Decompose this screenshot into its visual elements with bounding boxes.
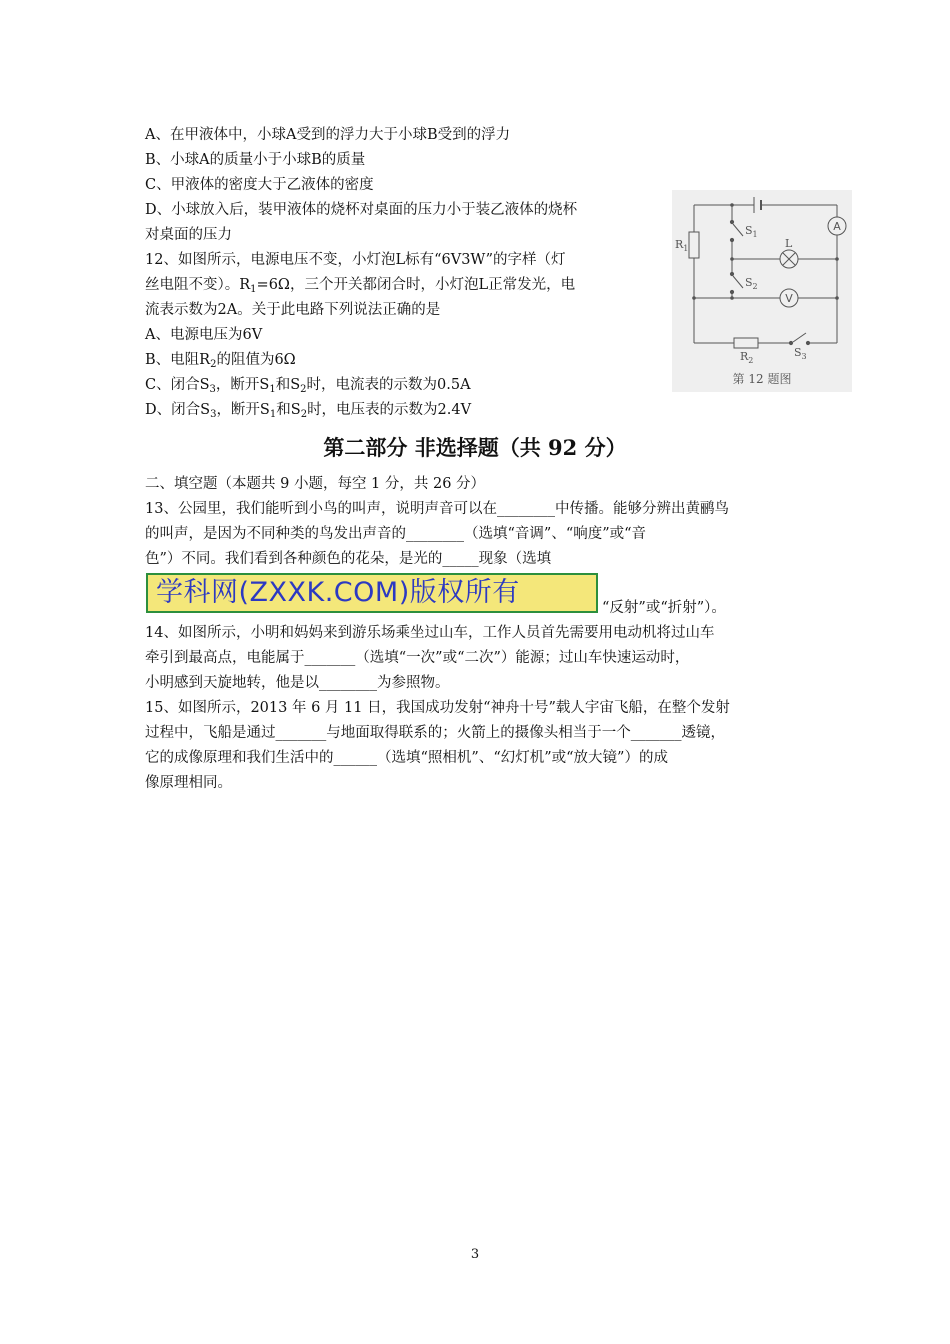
q13-line2: 的叫声，是因为不同种类的鸟发出声音的________（选填“音调”、“响度”或“音	[145, 526, 647, 542]
s3-switch	[793, 333, 806, 342]
lamp-icon	[780, 250, 798, 268]
r2-label: $R_2$	[740, 350, 754, 365]
r1-label: $R_1$	[675, 238, 689, 253]
q11-option-b: B、小球A的质量小于小球B的质量	[145, 152, 366, 168]
q11-option-a: A、在甲液体中，小球A受到的浮力大于小球B受到的浮力	[145, 127, 511, 143]
q12-option-a: A、电源电压为6V	[145, 327, 263, 343]
circuit-figure	[672, 190, 852, 392]
watermark-banner: 学科网(ZXXK.COM)版权所有	[146, 573, 598, 613]
voltmeter-icon	[780, 289, 798, 307]
q11-option-d-line1: D、小球放入后，装甲液体的烧杯对桌面的压力小于装乙液体的烧杯	[145, 202, 578, 218]
q15-line3: 它的成像原理和我们生活中的______（选填“照相机”、“幻灯机”或“放大镜”）的成	[145, 750, 668, 766]
page-number: 3	[470, 1247, 480, 1262]
q14-line1: 14、如图所示，小明和妈妈来到游乐场乘坐过山车，工作人员首先需要用电动机将过山车	[145, 625, 715, 641]
q12-option-d: D、闭合$S_3$，断开$S_1$和$S_2$时，电压表的示数为2.4V	[145, 402, 472, 420]
s1-label: $S_1$	[745, 224, 758, 239]
section-heading: 第二部分 非选择题（共 92 分）	[323, 435, 627, 460]
fill-in-intro: 二、填空题（本题共 9 小题，每空 1 分，共 26 分）	[145, 476, 486, 492]
figure-caption: 第 12 题图	[732, 372, 792, 386]
q12-stem-line1: 12、如图所示，电源电压不变，小灯泡L标有“6V3W”的字样（灯	[145, 252, 566, 268]
lamp-label: L	[785, 237, 793, 250]
s3-label: $S_3$	[794, 346, 807, 361]
ammeter-label: A	[833, 220, 841, 233]
q11-option-c: C、甲液体的密度大于乙液体的密度	[145, 177, 374, 193]
q15-line1: 15、如图所示，2013 年 6 月 11 日，我国成功发射“神舟十号”载人宇宙飞船，在整个发射	[145, 700, 730, 716]
ammeter-icon	[828, 217, 846, 235]
q15-line2: 过程中，飞船是通过_______与地面取得联系的；火箭上的摄像头相当于一个_______透镜，	[145, 725, 725, 741]
voltmeter-label: V	[785, 292, 793, 305]
q11-option-d-line2: 对桌面的压力	[145, 227, 232, 243]
s1-switch	[733, 224, 743, 236]
q12-option-c: C、闭合$S_3$，断开$S_1$和$S_2$时，电流表的示数为0.5A	[145, 377, 471, 395]
r1-resistor	[689, 232, 699, 258]
q12-stem-line2: 丝电阻不变）。$R_1=6\Omega$，三个开关都闭合时，小灯泡L正常发光，电	[145, 277, 576, 295]
q15-line4: 像原理相同。	[145, 775, 232, 791]
q14-line3: 小明感到天旋地转，他是以________为参照物。	[145, 675, 450, 691]
s2-switch	[733, 276, 743, 288]
q13-line1: 13、公园里，我们能听到小鸟的叫声，说明声音可以在________中传播。能够分辨出黄鹂鸟	[145, 501, 729, 517]
q13-line4: “反射”或“折射”）。	[602, 600, 726, 616]
q14-line2: 牵引到最高点，电能属于_______（选填“一次”或“二次”）能源；过山车快速运动时，	[145, 650, 690, 666]
circuit-diagram	[672, 190, 852, 392]
s2-label: $S_2$	[745, 276, 758, 291]
q12-stem-line3: 流表示数为2A。关于此电路下列说法正确的是	[145, 302, 441, 318]
q13-line3: 色”）不同。我们看到各种颜色的花朵，是光的_____现象（选填	[145, 551, 552, 567]
q12-option-b: B、电阻$R_2$的阻值为6Ω	[145, 352, 296, 370]
r2-resistor	[734, 338, 758, 348]
